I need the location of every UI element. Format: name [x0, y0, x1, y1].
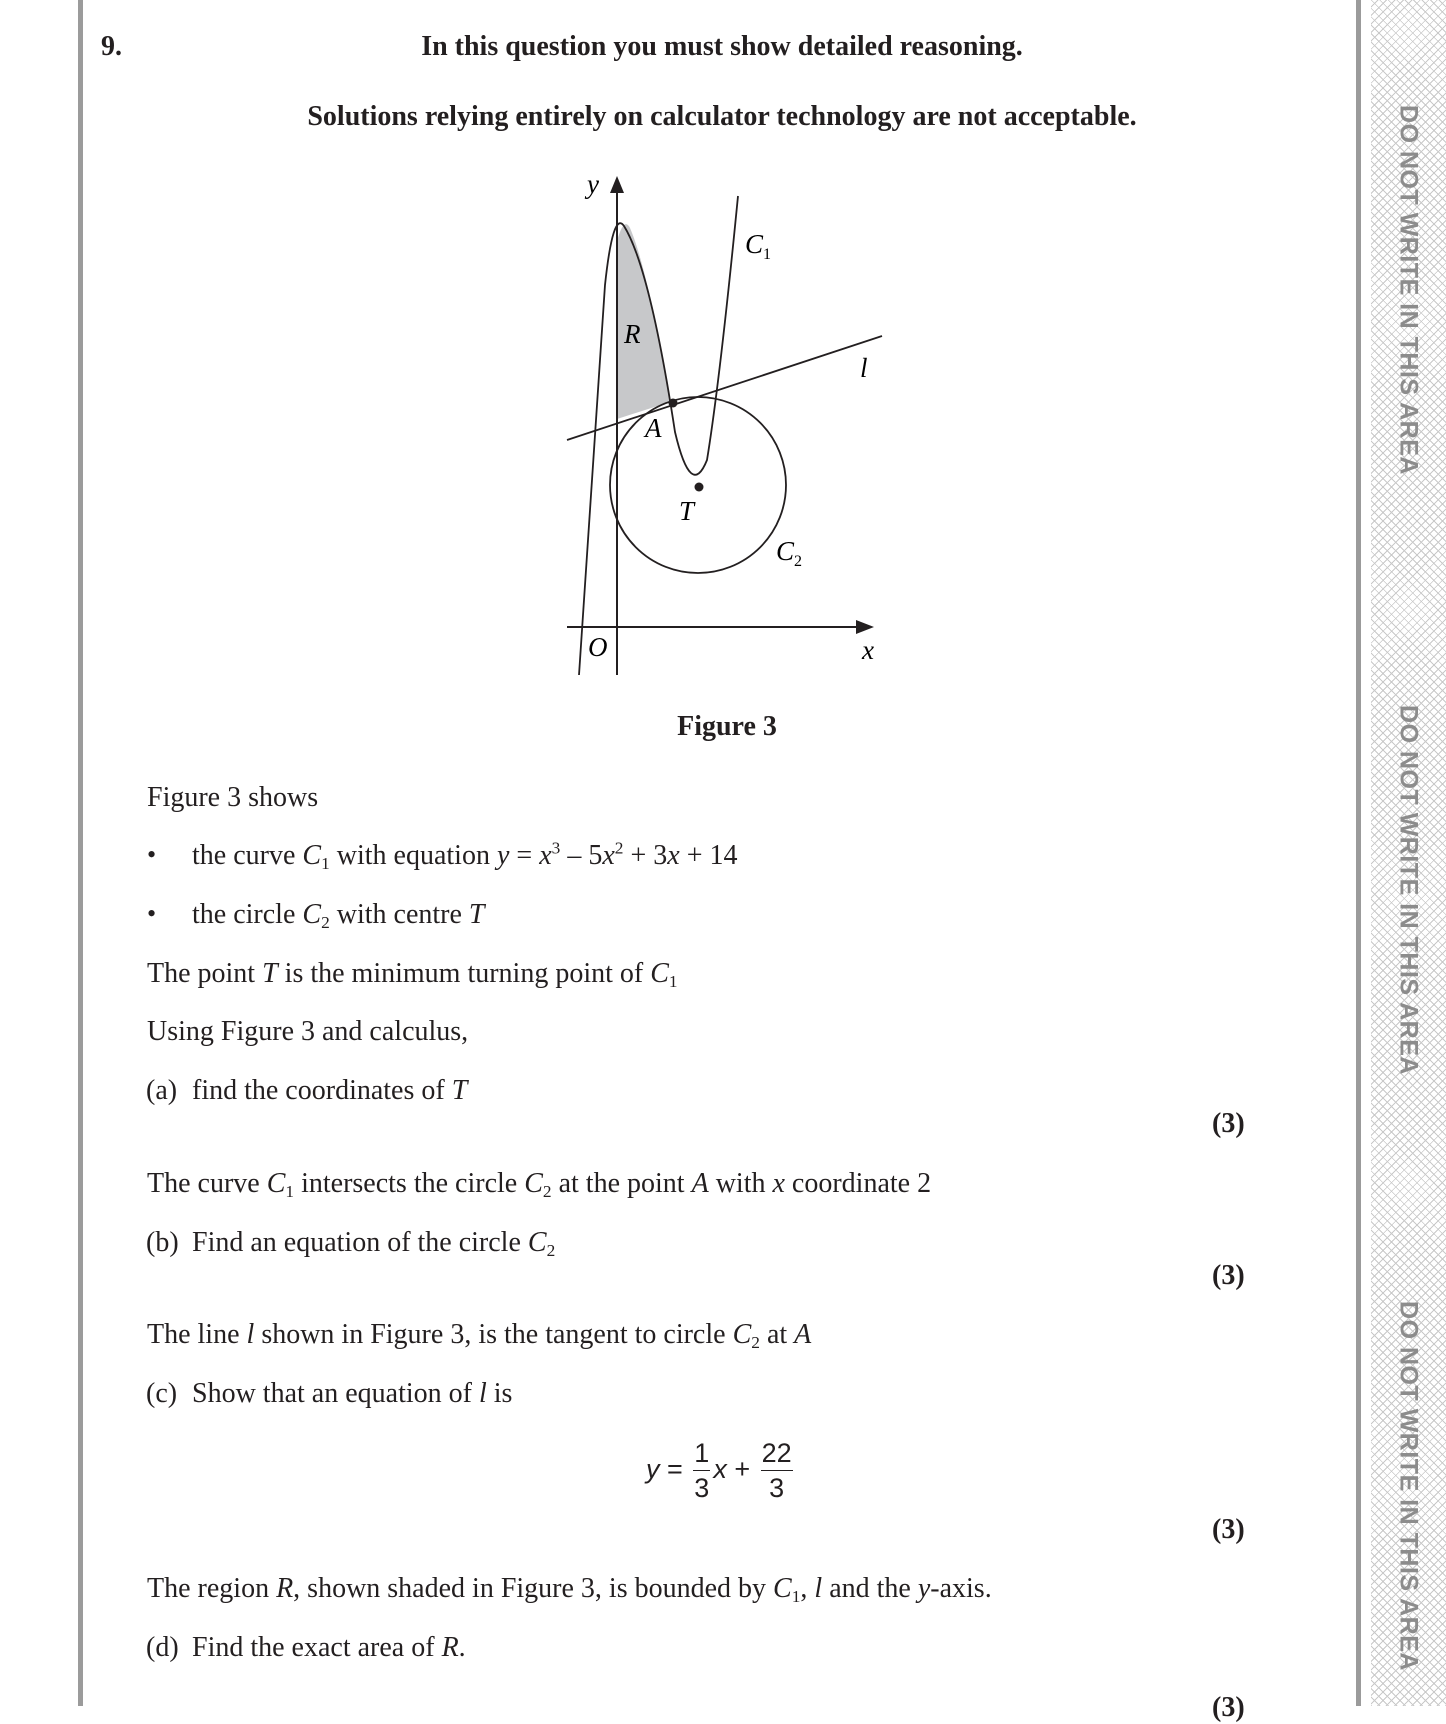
point-a-dot [669, 399, 678, 408]
label-circle-c2: $C_2$ [776, 536, 803, 570]
figure-shows-text: Figure 3 shows [147, 782, 319, 813]
question-number: 9. [101, 31, 122, 62]
label-x-axis: x [862, 635, 874, 665]
part-d-label: (d) [146, 1632, 179, 1663]
bullet-1-dot: • [147, 840, 157, 869]
tangent-statement: The line l shown in Figure 3, is the tangent to circle $C_2$ at A [147, 1319, 812, 1352]
part-a-label: (a) [146, 1075, 178, 1106]
margin-warning-bottom: DO NOT WRITE IN THIS AREA [1394, 1301, 1423, 1671]
figure-caption: Figure 3 [677, 711, 777, 742]
part-c-question: Show that an equation of l is [192, 1378, 513, 1409]
margin-warning-middle: DO NOT WRITE IN THIS AREA [1394, 705, 1423, 1075]
point-t-statement: The point T is the minimum turning point of $C_1$ [147, 958, 678, 991]
intersect-statement: The curve $C_1$ intersects the circle $C_2$ at the point A with x coordinate 2 [147, 1168, 932, 1201]
label-line-l: l [860, 353, 868, 383]
region-statement: The region R, shown shaded in Figure 3, is bounded by $C_1$, l and the y-axis. [147, 1573, 992, 1606]
label-origin: O [588, 632, 608, 662]
x-axis-arrow [856, 620, 874, 634]
instruction-reasoning: In this question you must show detailed reasoning. [421, 31, 1023, 62]
bullet-curve-c1: the curve $C_1$ with equation $y = x^3 - 5x^2 + 3x + 14$ [192, 838, 738, 873]
part-c-marks: (3) [1212, 1514, 1245, 1545]
part-a-marks: (3) [1212, 1108, 1245, 1139]
bullet-2-dot: • [147, 899, 157, 928]
part-a-question: find the coordinates of T [192, 1075, 468, 1106]
label-curve-c1: $C_1$ [745, 229, 772, 263]
left-margin-rule [78, 0, 83, 1706]
fraction-one-third: $\frac{1}{3}$ [694, 1438, 710, 1503]
using-figure-text: Using Figure 3 and calculus, [147, 1016, 469, 1047]
part-c-label: (c) [146, 1378, 178, 1409]
bullet-circle-c2: the circle $C_2$ with centre T [192, 899, 485, 932]
instruction-calculator: Solutions relying entirely on calculator technology are not acceptable. [307, 101, 1137, 132]
margin-warning-top: DO NOT WRITE IN THIS AREA [1394, 105, 1423, 475]
part-b-marks: (3) [1212, 1260, 1245, 1291]
right-margin-rule [1356, 0, 1361, 1706]
part-d-marks: (3) [1212, 1692, 1245, 1723]
part-d-question: Find the exact area of R. [192, 1632, 466, 1663]
part-b-question: Find an equation of the circle $C_2$ [192, 1227, 556, 1260]
label-point-t: T [679, 496, 695, 526]
label-region-r: R [624, 319, 641, 349]
figure-3-diagram [540, 160, 910, 685]
label-point-a: A [645, 413, 662, 443]
tangent-equation: y = $\frac{1}{3}$ x + $\frac{22}{3}$ [646, 1438, 792, 1503]
tangent-line-l [567, 336, 882, 440]
point-t-dot [695, 483, 704, 492]
part-b-label: (b) [146, 1227, 179, 1258]
label-y-axis: y [587, 169, 599, 199]
fraction-22-thirds: $\frac{22}{3}$ [761, 1438, 792, 1503]
y-axis-arrow [610, 176, 624, 193]
